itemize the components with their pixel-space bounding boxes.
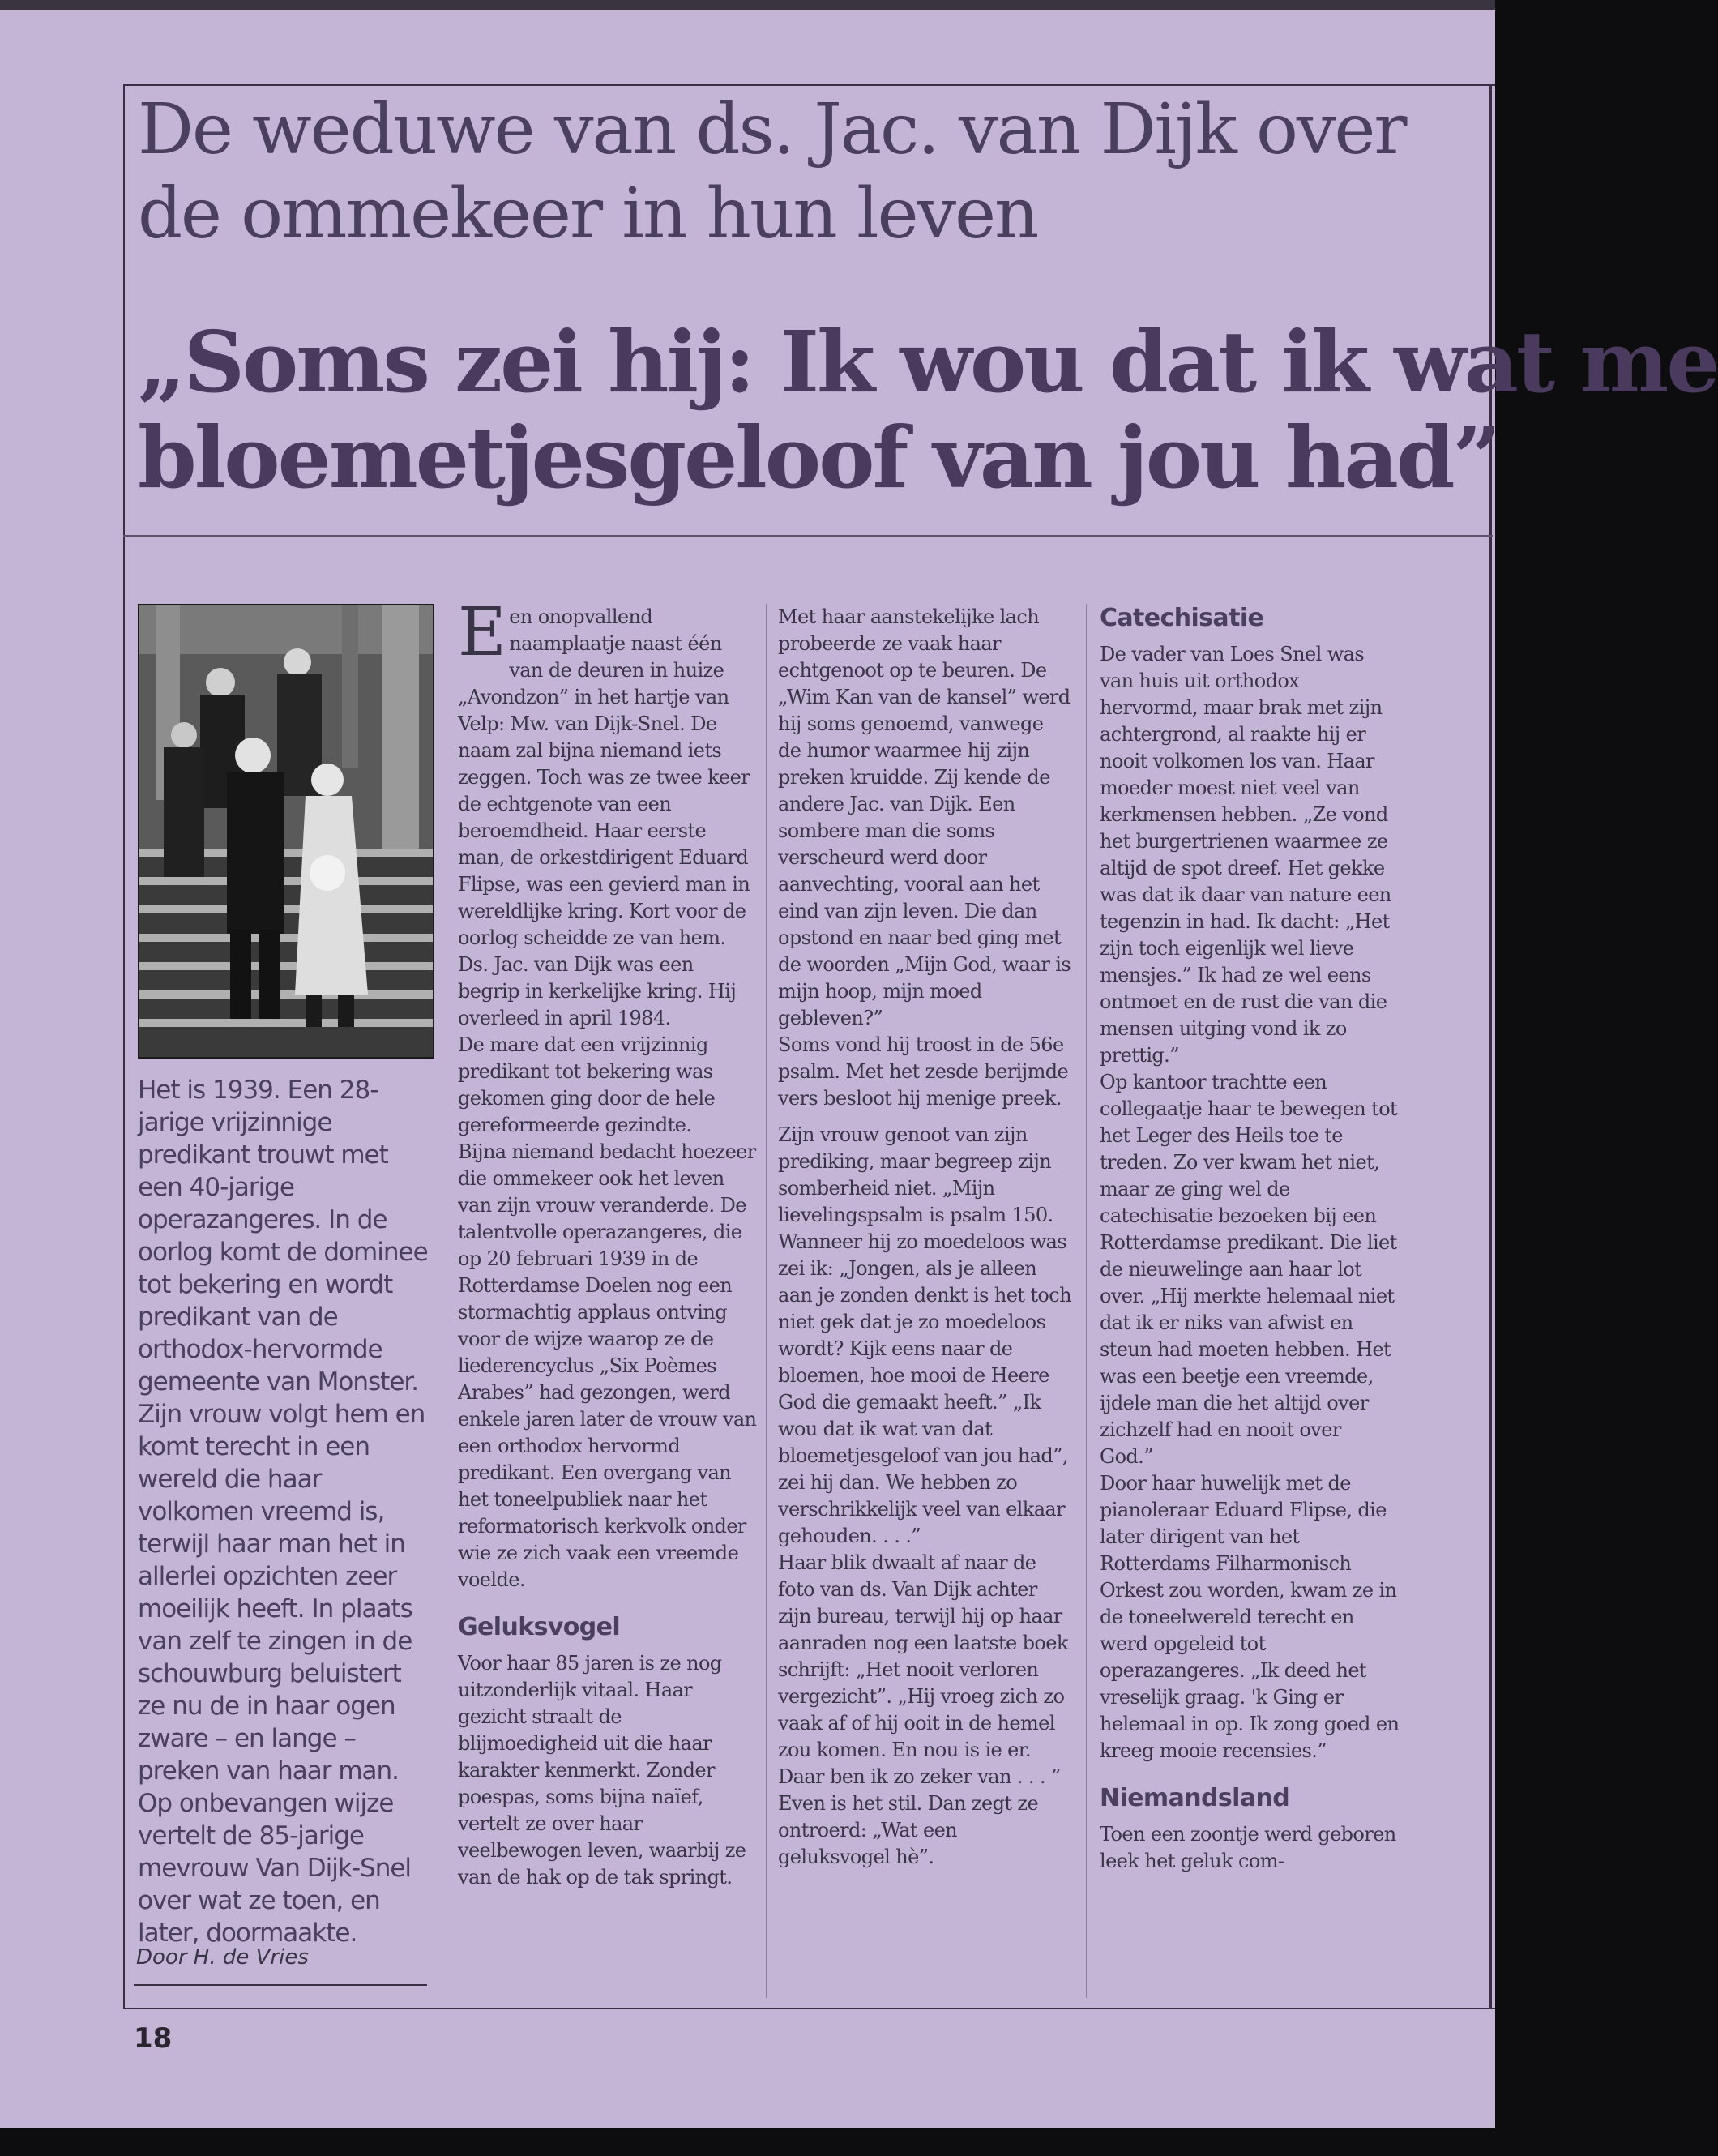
paragraph <box>458 594 758 1032</box>
headline <box>138 312 1718 507</box>
page-number: 18 <box>134 2022 173 2055</box>
article-column-3 <box>1100 604 1400 1998</box>
intro-text: Het is 1939. Een 28-jarige vrijzinnige predikant trouwt met een 40-jarige operazangeres. In de oorlog komt de dominee tot bekering en wordt predikant van de orthodox-hervormde gemeente van Monster. Zijn vrouw volgt hem en komt terecht in een wereld die haar volkomen vreemd is, terwijl haar man het in allerlei opzichten zeer moeilijk heeft. In plaats van zelf te zingen in de schouwburg beluistert ze nu de in haar ogen zware – en lange – preken van haar man. Op onbevangen wijze vertelt de 85-jarige mevrouw Van Dijk-Snel over wat ze toen, en later, doormaakte. <box>138 1076 428 1948</box>
subheading-geluksvogel: Geluksvogel <box>458 1613 621 1641</box>
paragraph: De mare dat een vrijzinnig predikant tot bekering was gekomen ging door de hele gereformeerde gezindte. <box>458 1033 716 1136</box>
headline-line-2: bloemetjesgeloof van jou had” <box>138 408 1499 507</box>
paragraph: Op kantoor trachtte een collegaatje haar te bewegen tot het Leger des Heils toe te treden. Zo ver kwam het niet, maar ze ging wel de catechisatie bezoeken bij een Rotterdamse predikant. Die liet de nieuwelinge aan haar lot over. „Hij merkte helemaal niet dat ik er niks van afwist en steun had moeten hebben. Het was een beetje een vreemde, ijdele man die het altijd over zichzelf had en nooit over God.” <box>1100 1071 1398 1468</box>
paragraph: Met haar aanstekelijke lach probeerde ze vaak haar echtgenoot op te beuren. De „Wim Kan van de kansel” werd hij soms genoemd, vanwege de humor waarmee hij zijn preken kruidde. Zij kende de andere Jac. van Dijk. Een sombere man die soms verscheurd werd door aanvechting, vooral aan het eind van zijn leven. Die dan opstond en naar bed ging met de woorden „Mijn God, waar is mijn hoop, mijn moed gebleven?” <box>778 605 1071 1029</box>
paragraph: Door haar huwelijk met de pianoleraar Eduard Flipse, die later dirigent van het Rotterdams Filharmonisch Orkest zou worden, kwam ze in de toneelwereld terecht en werd opgeleid tot operazangeres. „Ik deed het vreselijk graag. 'k Ging er helemaal in op. Ik zong goed en kreeg mooie recensies.” <box>1100 1472 1400 1762</box>
frame-rule-top <box>123 84 1495 86</box>
byline-rule <box>134 1984 427 1986</box>
subheading-niemandsland: Niemandsland <box>1100 1784 1290 1812</box>
paragraph: Haar blik dwaalt af naar de foto van ds. Van Dijk achter zijn bureau, terwijl hij op haar aanraden nog een laatste boek schrijft: „Het nooit verloren vergezicht”. „Hij vroeg zich zo vaak af of hij ooit in de hemel zou komen. En nou is ie er. Daar ben ik zo zeker van . . . ” <box>778 1551 1068 1788</box>
drop-cap: E <box>458 594 506 671</box>
paragraph: Soms vond hij troost in de 56e psalm. Met het zesde berijmde vers besloot hij menige preek. <box>778 1033 1069 1110</box>
frame-rule-bottom <box>123 2008 1495 2009</box>
paragraph: De vader van Loes Snel was van huis uit orthodox hervormd, maar brak met zijn achtergrond, al raakte hij er nooit volkomen los van. Haar moeder moest niet veel van kerkmensen hebben. „Ze vond het burgertrienen waarmee ze altijd de spot dreef. Het gekke was dat ik daar van nature een tegenzin in had. Ik dacht: „Het zijn toch eigenlijk wel lieve mensjes.” Ik had ze wel eens ontmoet en de rust die van die mensen uitging vond ik zo prettig.” <box>1100 643 1391 1067</box>
paragraph: Zijn vrouw genoot van zijn prediking, maar begreep zijn somberheid niet. „Mijn lievelingspsalm is psalm 150. Wanneer hij zo moedeloos was zei ik: „Jongen, als je alleen aan je zonden denkt is het toch niet gek dat je zo moedeloos wordt? Kijk eens naar de bloemen, hoe mooi de Heere God die gemaakt heeft.” „Ik wou dat ik wat van dat bloemetjesgeloof van jou had”, zei hij dan. We hebben zo verschrikkelijk veel van elkaar gehouden. . . .” <box>778 1123 1071 1547</box>
column-separator <box>1086 604 1087 1998</box>
article-column-1 <box>458 594 758 1998</box>
article-column-2 <box>778 604 1071 1998</box>
scan-edge <box>0 0 1495 10</box>
paragraph: Bijna niemand bedacht hoezeer die ommekeer ook het leven van zijn vrouw veranderde. De talentvolle operazangeres, die op 20 februari 1939 in de Rotterdamse Doelen nog een stormachtig applaus ontving voor de wijze waarop ze de liederencyclus „Six Poèmes Arabes” had gezongen, werd enkele jaren later de vrouw van een orthodox hervormd predikant. Een overgang van het toneelpubliek naar het reformatorisch kerkvolk onder wie ze zich vaak een vreemde voelde. <box>458 1140 757 1591</box>
byline: Door H. de Vries <box>136 1945 309 1970</box>
kicker-heading: De weduwe van ds. Jac. van Dijk over de ommekeer in hun leven <box>138 89 1406 255</box>
paragraph: Voor haar 85 jaren is ze nog uitzonderlijk vitaal. Haar gezicht straalt de blijmoedigheid uit die haar karakter kenmerkt. Zonder poespas, soms bijna naïef, vertelt ze over haar veelbewogen leven, waarbij ze van de hak op de tak springt. <box>458 1652 746 1889</box>
frame-rule-left <box>123 84 125 2009</box>
subheading-catechisatie: Catechisatie <box>1100 604 1264 632</box>
paragraph: Toen een zoontje werd geboren leek het geluk com- <box>1100 1823 1396 1872</box>
paragraph-text: en onopvallend naamplaatje naast één van de deuren in huize „Avondzon” in het hartje van Velp: Mw. van Dijk-Snel. De naam zal bijna niemand iets zeggen. Toch was ze twee keer de echtgenote van een beroemdheid. Haar eerste man, de orkestdirigent Eduard Flipse, was een gevierd man in wereldlijke kring. Kort voor de oorlog scheidde ze van hem. Ds. Jac. van Dijk was een begrip in kerkelijke kring. Hij overleed in april 1984. <box>458 605 750 1029</box>
column-separator <box>766 604 767 1998</box>
paragraph: Even is het stil. Dan zegt ze ontroerd: „Wat een geluksvogel hè”. <box>778 1792 1039 1868</box>
wedding-photo <box>138 604 434 1059</box>
headline-rule <box>123 535 1493 537</box>
wedding-photo-image <box>139 605 433 1057</box>
headline-line-1: „Soms zei hij: Ik wou dat ik wat me <box>138 312 1718 412</box>
